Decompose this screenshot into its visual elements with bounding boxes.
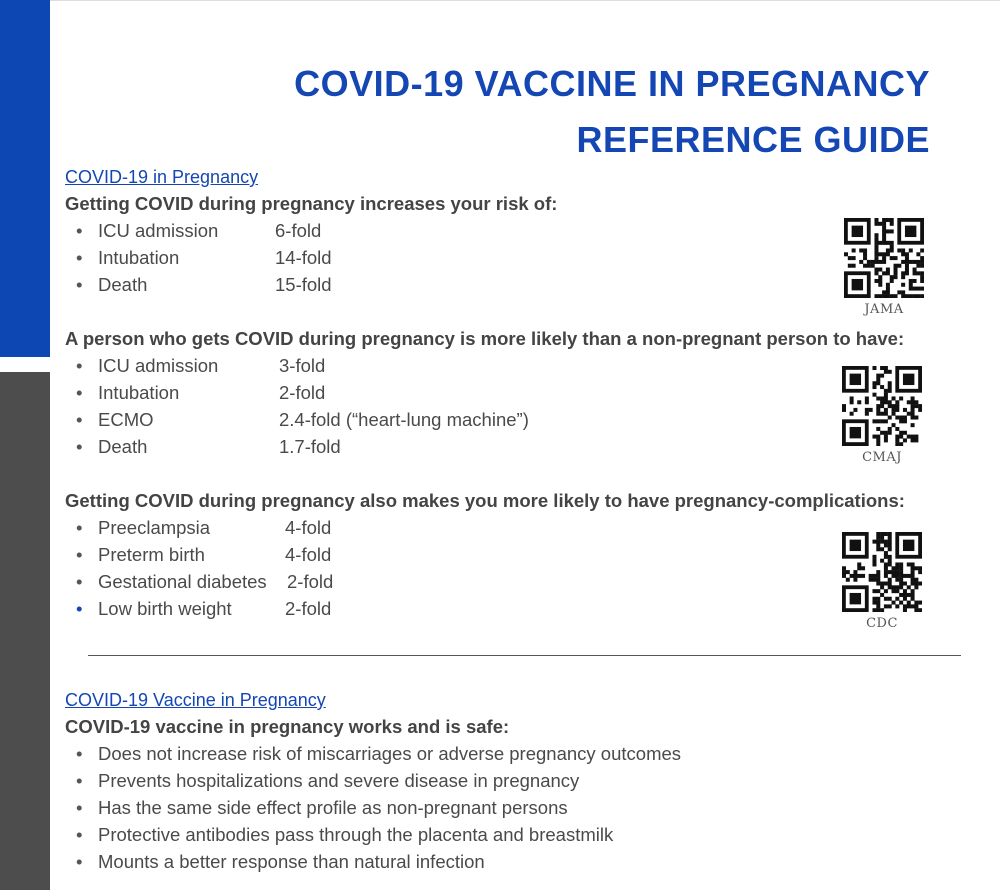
list-item: • Intubation: [76, 382, 180, 403]
title-line-2: REFERENCE GUIDE: [576, 119, 930, 160]
list-item-value: 2-fold: [287, 571, 334, 592]
bullet-icon: •: [76, 797, 83, 818]
list-item: • Preterm birth: [76, 544, 205, 565]
left-accent-bar-blue: [0, 0, 50, 357]
left-accent-bar-gray: [0, 372, 50, 890]
list-item: • Prevents hospitalizations and severe disease in pregnancy: [76, 770, 580, 791]
bullet-icon: •: [76, 220, 83, 241]
list-item-value: 6-fold: [275, 220, 322, 241]
qr-code-icon: [844, 218, 924, 298]
bullet-icon: •: [76, 247, 83, 268]
list-item: • Low birth weight: [76, 598, 232, 619]
bullet-icon: •: [76, 517, 83, 538]
qr-caption: JAMA: [864, 302, 904, 317]
qr-code-cmaj[interactable]: [842, 366, 922, 465]
list-item-value: 15-fold: [275, 274, 332, 295]
qr-code-icon: [842, 366, 922, 446]
list-item-value: 4-fold: [285, 544, 332, 565]
list-item: • Death: [76, 274, 148, 295]
bullet-icon: •: [76, 355, 83, 376]
list-item-value: 2-fold: [279, 382, 326, 403]
qr-code-icon: [842, 532, 922, 612]
list-item: • Intubation: [76, 247, 180, 268]
list-item: • Gestational diabetes: [76, 571, 267, 592]
bullet-icon: •: [76, 571, 83, 592]
list-item: • Has the same side effect profile as non-pregnant persons: [76, 797, 568, 818]
section3-heading: Getting COVID during pregnancy also makes you more likely to have pregnancy-complications:: [65, 490, 905, 511]
bullet-icon: •: [76, 824, 83, 845]
qr-caption: CMAJ: [862, 450, 902, 465]
bullet-icon: •: [76, 743, 83, 764]
page-title: [294, 56, 930, 168]
bullet-icon: •: [76, 598, 83, 619]
list-item: • Protective antibodies pass through the placenta and breastmilk: [76, 824, 614, 845]
list-item-value: 1.7-fold: [279, 436, 341, 457]
covid-in-pregnancy-link[interactable]: COVID-19 in Pregnancy: [65, 167, 259, 187]
list-item: • Death: [76, 436, 148, 457]
list-item: • Does not increase risk of miscarriages or adverse pregnancy outcomes: [76, 743, 682, 764]
qr-code-cdc[interactable]: [842, 532, 922, 631]
qr-code-jama[interactable]: [844, 218, 924, 317]
list-item: • ECMO: [76, 409, 154, 430]
list-item-value: 4-fold: [285, 517, 332, 538]
bullet-icon: •: [76, 382, 83, 403]
list-item: • ICU admission: [76, 220, 219, 241]
title-line-1: COVID-19 VACCINE IN PREGNANCY: [294, 63, 930, 104]
qr-caption: CDC: [866, 616, 898, 631]
top-border: [0, 0, 1000, 1]
section2-heading: A person who gets COVID during pregnancy is more likely than a non-pregnant person to have:: [65, 328, 905, 349]
bullet-icon: •: [76, 274, 83, 295]
section-divider: [88, 655, 961, 656]
list-item: • ICU admission: [76, 355, 219, 376]
list-item-value: 3-fold: [279, 355, 326, 376]
list-item-value: 2.4-fold (“heart-lung machine”): [279, 409, 529, 430]
list-item-value: 14-fold: [275, 247, 332, 268]
bullet-icon: •: [76, 544, 83, 565]
list-item-value: 2-fold: [285, 598, 332, 619]
covid-vaccine-in-pregnancy-link[interactable]: COVID-19 Vaccine in Pregnancy: [65, 690, 326, 710]
bullet-icon: •: [76, 436, 83, 457]
section4-heading: COVID-19 vaccine in pregnancy works and is safe:: [65, 716, 510, 737]
bullet-icon: •: [76, 409, 83, 430]
section1-heading: Getting COVID during pregnancy increases your risk of:: [65, 193, 558, 214]
bullet-icon: •: [76, 770, 83, 791]
list-item: • Mounts a better response than natural infection: [76, 851, 485, 872]
list-item: • Preeclampsia: [76, 517, 211, 538]
bullet-icon: •: [76, 851, 83, 872]
